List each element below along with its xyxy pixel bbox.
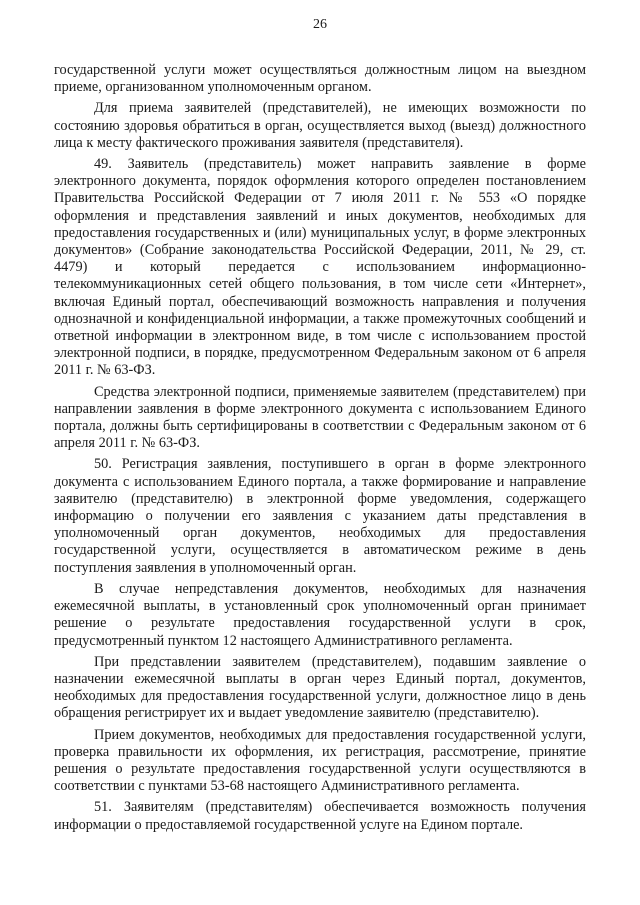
paragraph-electronic-signature: Средства электронной подписи, применяемые заявителем (представителем) при направлении заявления в форме электронного документа с использованием Единого портала, должны быть сертифицированы в соответствии с Федеральным законом от 6 апреля 2011 г. № 63-ФЗ. (54, 383, 586, 452)
paragraph-non-submission: В случае непредставления документов, необходимых для назначения ежемесячной выплаты, в установленный срок уполномоченный орган принимает решение о результате предоставления государственной услуги в срок, предусмотренный пунктом 12 настоящего Административного регламента. (54, 580, 586, 649)
paragraph-item-49: 49. Заявитель (представитель) может направить заявление в форме электронного документа, порядок оформления которого определен постановлением Правительства Российской Федерации от 7 июля 2011 г. № 553 «О порядке оформления и представления заявлений и иных документов, необходимых для предоставления государственных и (или) муниципальных услуг, в форме электронных документов» (Собрание законодательства Российской Федерации, 2011, № 29, ст. 4479) и который передается с использованием информационно-телекоммуникационных сетей общего пользования, в том числе сети «Интернет», включая Единый портал, обеспечивающий возможность направления и получения однозначной и конфиденциальной информации, а также промежуточных сообщений и ответной информации в электронном виде, в том числе с использованием простой электронной подписи, в порядке, предусмотренном Федеральным законом от 6 апреля 2011 г. № 63-ФЗ. (54, 156, 586, 379)
paragraph-item-50: 50. Регистрация заявления, поступившего в орган в форме электронного документа с использованием Единого портала, а также формирование и направление заявителю (представителю) в электронной форме уведомления, содержащего информацию о получении его заявления с указанием даты представления в уполномоченный орган документов, необходимых для предоставления государственной услуги, осуществляется в автоматическом режиме в день поступления заявления в уполномоченный орган. (54, 456, 586, 576)
paragraph-document-acceptance: Прием документов, необходимых для предоставления государственной услуги, проверка правильности их оформления, их регистрация, рассмотрение, принятие решения о результате предоставления государственной услуги осуществляются в соответствии с пунктами 53-68 настоящего Административного регламента. (54, 726, 586, 795)
paragraph-continuation: государственной услуги может осуществляться должностным лицом на выездном приеме, организованном уполномоченным органом. (54, 62, 586, 96)
paragraph-submission-registration: При представлении заявителем (представителем), подавшим заявление о назначении ежемесячной выплаты в орган через Единый портал, документов, необходимых для предоставления государственной услуги, должностное лицо в день обращения регистрирует их и выдает уведомление заявителю (представителю). (54, 653, 586, 722)
document-body (54, 62, 586, 834)
paragraph-home-visit: Для приема заявителей (представителей), не имеющих возможности по состоянию здоровья обратиться в орган, осуществляется выход (выезд) должностного лица к месту фактического проживания заявителя (представителя). (54, 100, 586, 151)
page-number: 26 (313, 17, 327, 32)
paragraph-item-51: 51. Заявителям (представителям) обеспечивается возможность получения информации о предоставляемой государственной услуге на Едином портале. (54, 799, 586, 833)
